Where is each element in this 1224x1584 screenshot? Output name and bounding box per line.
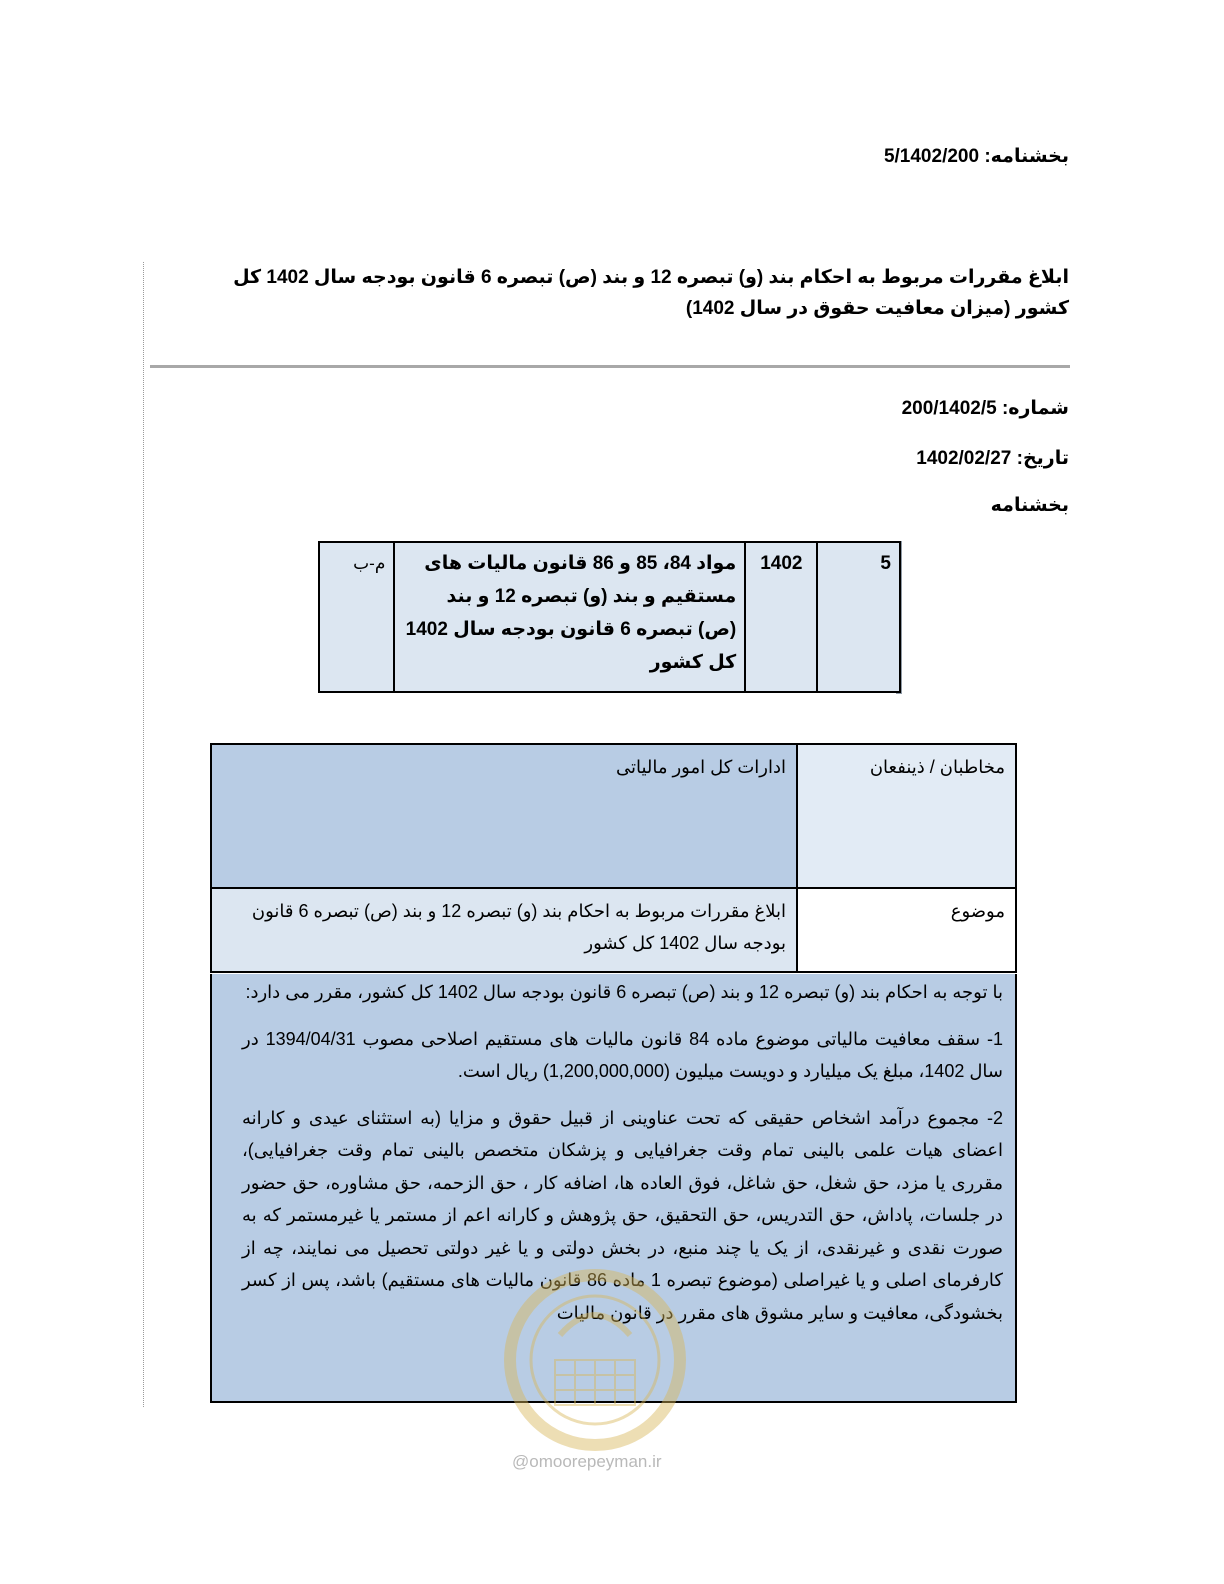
info-table bbox=[210, 743, 1017, 973]
audience-label: مخاطبان / ذینفعان bbox=[797, 744, 1016, 888]
subject-label: موضوع bbox=[797, 888, 1016, 972]
audience-value: ادارات کل امور مالیاتی bbox=[211, 744, 797, 888]
page-title: ابلاغ مقررات مربوط به احکام بند (و) تبصره 12 و بند (ص) تبصره 6 قانون بودجه سال 1402 کل کشور (میزان معافیت حقوق در سال 1402) bbox=[233, 267, 1069, 319]
margin-divider bbox=[143, 262, 144, 1407]
letter-date-value: 1402/02/27 bbox=[916, 448, 1012, 469]
table-row bbox=[211, 744, 1016, 888]
ref-subject-cell: مواد 84، 85 و 86 قانون مالیات های مستقیم و بند (و) تبصره 12 و بند (ص) تبصره 6 قانون بودجه سال 1402 کل کشور bbox=[394, 542, 745, 692]
letter-number-value: 200/1402/5 bbox=[901, 398, 997, 419]
letter-date-line bbox=[916, 447, 1069, 470]
table-row bbox=[319, 542, 900, 692]
ref-year-cell: 1402 bbox=[745, 542, 817, 692]
body-item-2: 2- مجموع درآمد اشخاص حقیقی که تحت عناوینی از قبیل حقوق و مزایا (به استثنای عیدی و کارانه اعضای هیات علمی بالینی تمام وقت جغرافیایی و پزشکان متخصص بالینی تمام وقت جغرافیایی)، مقرری یا مزد، حق شغل، حق شاغل، فوق العاده ها، اضافه کار ، حق الزحمه، حق مشاوره، حق حضور در جلسات، پاداش، حق التدریس، حق التحقیق، حق پژوهش و کارانه اعم از مستمر یا غیرمستمر که به صورت نقدی و غیرنقدی، از یک یا چند منبع، در بخش دولتی و یا غیر دولتی تحصیل می نمایند، چه از کارفرمای اصلی و یا غیراصلی (موضوع تبصره 1 ماده 86 قانون مالیات های مستقیم) باشد، پس از کسر بخشودگی، معافیت و سایر مشوق های مقرر در قانون مالیات bbox=[242, 1107, 1003, 1323]
letter-kind: بخشنامه bbox=[990, 495, 1069, 516]
circular-label: بخشنامه: bbox=[984, 146, 1069, 167]
reference-table bbox=[318, 541, 901, 693]
circular-number: 5/1402/200 bbox=[883, 146, 980, 167]
table-row bbox=[211, 888, 1016, 972]
ref-number-cell: 5 bbox=[817, 542, 900, 692]
circular-body bbox=[210, 974, 1017, 1403]
letter-number-label: شماره: bbox=[1001, 398, 1069, 419]
body-item-1: 1- سقف معافیت مالیاتی موضوع ماده 84 قانون مالیات های مستقیم اصلاحی مصوب 1394/04/31 در سال 1402، مبلغ یک میلیارد و دویست میلیون (1,200,000,000) ریال است. bbox=[242, 1028, 1003, 1081]
letter-number-line bbox=[902, 397, 1069, 420]
subject-value: ابلاغ مقررات مربوط به احکام بند (و) تبصره 12 و بند (ص) تبصره 6 قانون بودجه سال 1402 کل کشور bbox=[211, 888, 797, 972]
heading-divider bbox=[150, 365, 1070, 368]
letter-date-label: تاریخ: bbox=[1016, 448, 1069, 469]
body-intro: با توجه به احکام بند (و) تبصره 12 و بند (ص) تبصره 6 قانون بودجه سال 1402 کل کشور، مقرر می دارد: bbox=[245, 982, 1003, 1002]
watermark-site: @omoorepeyman.ir bbox=[512, 1452, 662, 1471]
ref-code-cell: م-ب bbox=[319, 542, 394, 692]
circular-number-line bbox=[884, 145, 1069, 168]
